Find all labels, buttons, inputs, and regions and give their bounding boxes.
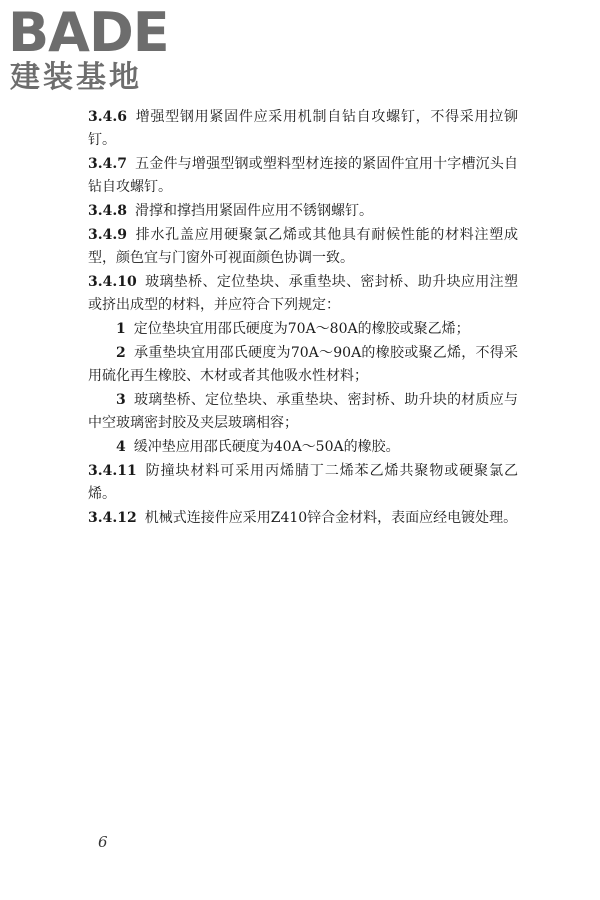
sub-item-number: 2	[116, 345, 126, 361]
clause-number: 3.4.6	[88, 109, 127, 125]
sub-item-text: 缓冲垫应用邵氏硬度为40A～50A的橡胶。	[133, 439, 400, 455]
logo-wordmark: BADE	[8, 1, 169, 64]
clause-text: 滑撑和撑挡用紧固件应用不锈钢螺钉。	[134, 203, 373, 219]
clause-text: 增强型钢用紧固件应采用机制自钻自攻螺钉，不得采用拉铆钉。	[88, 109, 518, 148]
clause-3-4-8	[88, 200, 518, 223]
clause-3-4-9	[88, 224, 518, 270]
sub-item-text: 承重垫块宜用邵氏硬度为70A～90A的橡胶或聚乙烯，不得采用硫化再生橡胶、木材或者其他吸水性材料；	[88, 345, 518, 384]
sub-item-4	[88, 436, 518, 459]
clause-3-4-6	[88, 106, 518, 152]
clause-3-4-10	[88, 271, 518, 317]
sub-item-2	[88, 342, 518, 388]
clause-3-4-7	[88, 153, 518, 199]
document-body	[88, 106, 518, 531]
sub-item-1	[88, 318, 518, 341]
clause-number: 3.4.11	[88, 463, 137, 479]
logo-subtitle: 建装基地	[10, 60, 142, 95]
sub-item-number: 3	[116, 392, 126, 408]
bade-logo	[8, 1, 178, 96]
clause-number: 3.4.12	[88, 510, 137, 526]
clause-text: 玻璃垫桥、定位垫块、承重垫块、密封桥、助升块应用注塑或挤出成型的材料，并应符合下列规定：	[88, 274, 518, 313]
clause-text: 五金件与增强型钢或塑料型材连接的紧固件宜用十字槽沉头自钻自攻螺钉。	[88, 156, 518, 195]
sub-item-text: 定位垫块宜用邵氏硬度为70A～80A的橡胶或聚乙烯；	[133, 321, 470, 337]
sub-item-number: 1	[116, 321, 126, 337]
clause-text: 防撞块材料可采用丙烯腈丁二烯苯乙烯共聚物或硬聚氯乙烯。	[88, 463, 518, 502]
page-number: 6	[98, 833, 108, 851]
clause-number: 3.4.8	[88, 203, 127, 219]
clause-number: 3.4.10	[88, 274, 137, 290]
clause-text: 排水孔盖应用硬聚氯乙烯或其他具有耐候性能的材料注塑成型，颜色宜与门窗外可视面颜色协调一致。	[88, 227, 518, 266]
clause-text: 机械式连接件应采用Z410锌合金材料，表面应经电镀处理。	[144, 510, 518, 526]
sub-item-3	[88, 389, 518, 435]
clause-3-4-12	[88, 507, 518, 530]
clause-number: 3.4.9	[88, 227, 127, 243]
clause-3-4-11	[88, 460, 518, 506]
sub-item-text: 玻璃垫桥、定位垫块、承重垫块、密封桥、助升块的材质应与中空玻璃密封胶及夹层玻璃相容；	[88, 392, 518, 431]
clause-number: 3.4.7	[88, 156, 127, 172]
sub-item-number: 4	[116, 439, 126, 455]
